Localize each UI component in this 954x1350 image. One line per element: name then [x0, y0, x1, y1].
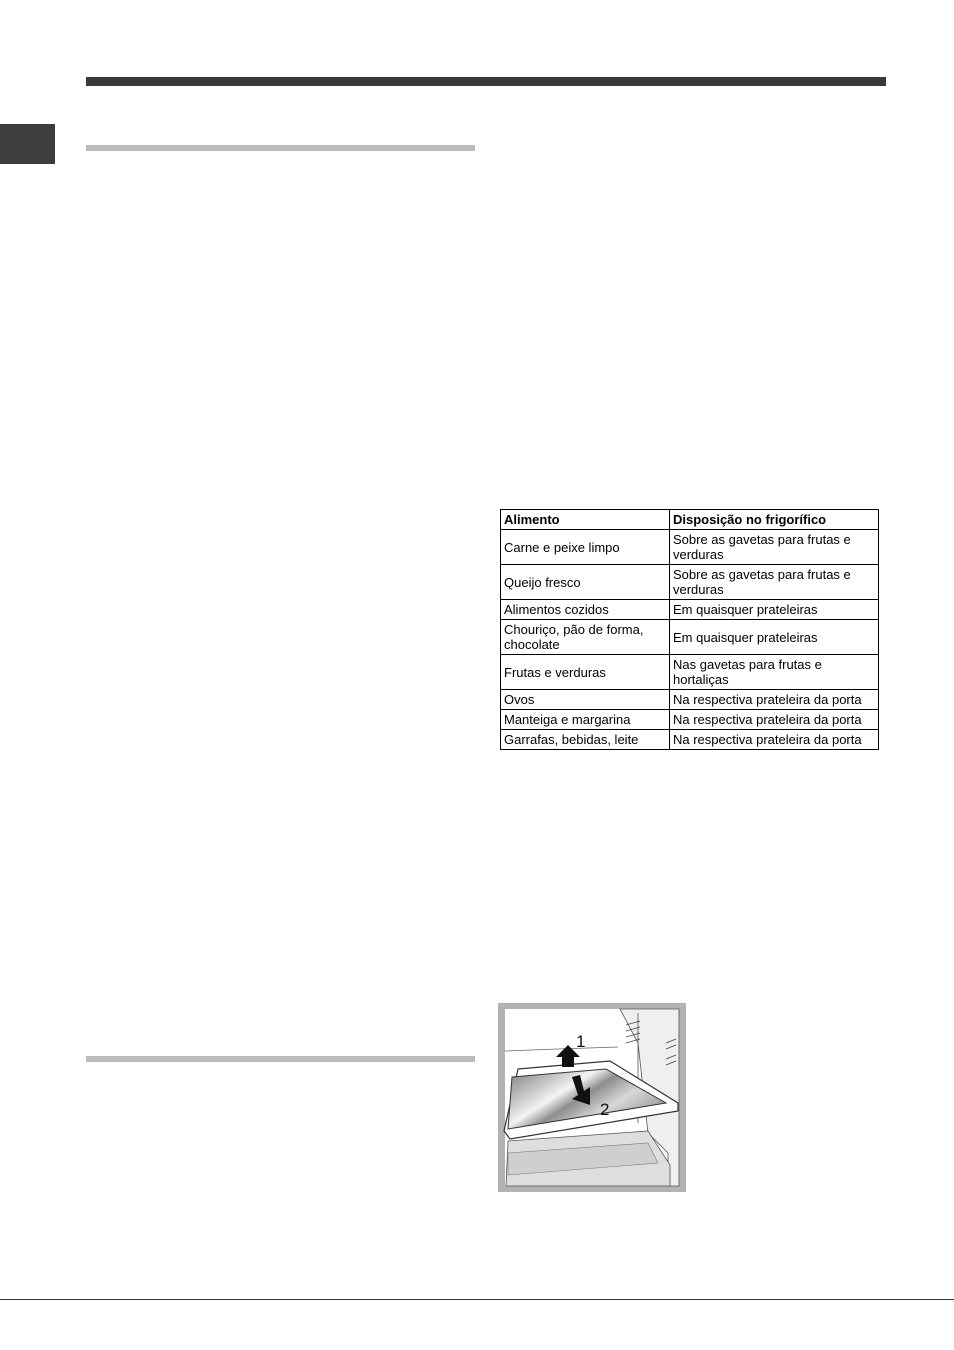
footer-rule [0, 1299, 954, 1300]
table-cell-placement: Na respectiva prateleira da porta [670, 690, 879, 710]
column-header-placement: Disposição no frigorífico [670, 510, 879, 530]
table-cell-placement: Na respectiva prateleira da porta [670, 710, 879, 730]
table-row [501, 620, 879, 655]
table-cell-placement: Em quaisquer prateleiras [670, 600, 879, 620]
section-divider-bottom [86, 1056, 475, 1062]
table-cell-food: Garrafas, bebidas, leite [501, 730, 670, 750]
shelf-removal-illustration [498, 1003, 686, 1192]
table-cell-placement: Sobre as gavetas para frutas e verduras [670, 530, 879, 565]
table-cell-food: Manteiga e margarina [501, 710, 670, 730]
table-cell-placement: Nas gavetas para frutas e hortaliças [670, 655, 879, 690]
column-header-food: Alimento [501, 510, 670, 530]
food-storage-table [500, 509, 879, 750]
step-2-label: 2 [600, 1100, 610, 1119]
table-cell-food: Ovos [501, 690, 670, 710]
table-cell-food: Chouriço, pão de forma, chocolate [501, 620, 670, 655]
section-divider-top [86, 145, 475, 151]
table-cell-food: Alimentos cozidos [501, 600, 670, 620]
table-row [501, 655, 879, 690]
table-cell-food: Frutas e verduras [501, 655, 670, 690]
table-row [501, 710, 879, 730]
step-1-label: 1 [576, 1032, 586, 1051]
table-cell-food: Carne e peixe limpo [501, 530, 670, 565]
table-cell-placement: Em quaisquer prateleiras [670, 620, 879, 655]
table-header-row [501, 510, 879, 530]
top-header-rule [86, 77, 886, 86]
table-cell-placement: Na respectiva prateleira da porta [670, 730, 879, 750]
table-row [501, 530, 879, 565]
table-row [501, 690, 879, 710]
table-cell-food: Queijo fresco [501, 565, 670, 600]
language-tab-marker [0, 124, 55, 164]
table-row [501, 730, 879, 750]
table-row [501, 565, 879, 600]
table-row [501, 600, 879, 620]
table-cell-placement: Sobre as gavetas para frutas e verduras [670, 565, 879, 600]
